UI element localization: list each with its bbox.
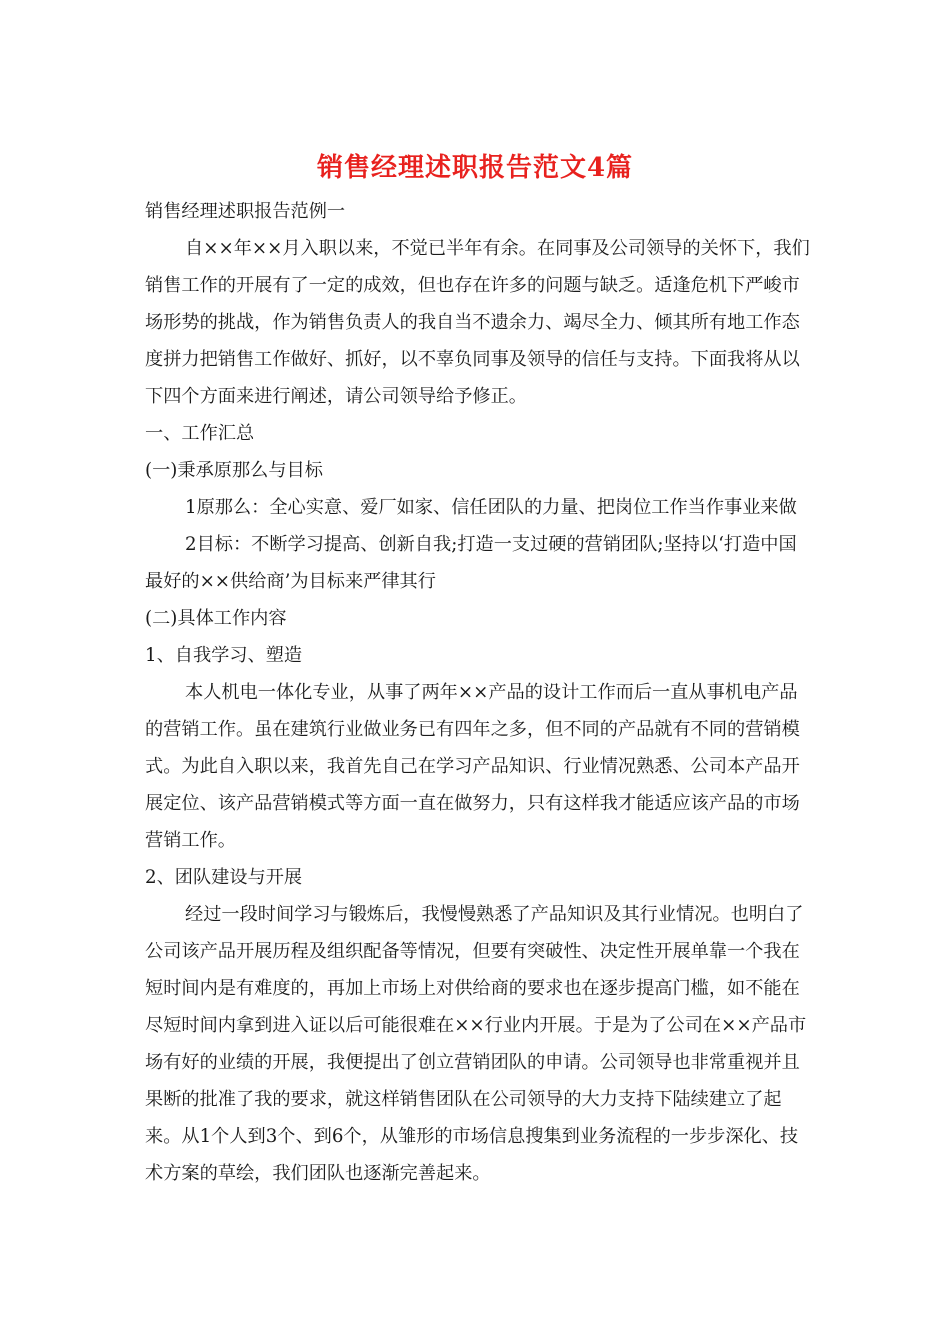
document-title: 销售经理述职报告范文4篇 xyxy=(316,153,634,183)
item-heading: 1、自我学习、塑造 xyxy=(145,645,303,666)
paragraph: 自××年××月入职以来，不觉已半年有余。在同事及公司领导的关怀下，我们销售工作的开展有了一定的成效，但也存在许多的问题与缺乏。适逢危机下严峻市场形势的挑战，作为销售负责人的我自当不遗余力、竭尽全力、倾其所有地工作态度拼力把销售工作做好、抓好，以不辜负同事及领导的信任与支持。下面我将从以下四个方面来进行阐述，请公司领导给予修正。 xyxy=(145,238,810,407)
subsection-heading: (二)具体工作内容 xyxy=(145,608,287,629)
paragraph: 经过一段时间学习与锻炼后，我慢慢熟悉了产品知识及其行业情况。也明白了公司该产品开展历程及组织配备等情况，但要有突破性、决定性开展单靠一个我在短时间内是有难度的，再加上市场上对供给商的要求也在逐步提高门槛，如不能在尽短时间内拿到进入证以后可能很难在××行业内开展。于是为了公司在××产品市场有好的业绩的开展，我便提出了创立营销团队的申请。公司领导也非常重视并且果断的批准了我的要求，就这样销售团队在公司领导的大力支持下陆续建立了起来。从1个人到3个、到6个，从雏形的市场信息搜集到业务流程的一步步深化、技术方案的草绘，我们团队也逐渐完善起来。 xyxy=(145,904,807,1184)
subsection-heading: (一)秉承原那么与目标 xyxy=(145,460,323,481)
paragraph: 本人机电一体化专业，从事了两年××产品的设计工作而后一直从事机电产品的营销工作。虽在建筑行业做业务已有四年之多，但不同的产品就有不同的营销模式。为此自入职以来，我首先自己在学习产品知识、行业情况熟悉、公司本产品开展定位、该产品营销模式等方面一直在做努力，只有这样我才能适应该产品的市场营销工作。 xyxy=(145,682,800,851)
section-heading: 一、工作汇总 xyxy=(145,423,255,444)
document-subtitle: 销售经理述职报告范例一 xyxy=(145,201,346,222)
item-heading: 2、团队建设与开展 xyxy=(145,867,303,888)
document-body xyxy=(145,193,810,1192)
paragraph: 2目标：不断学习提高、创新自我;打造一支过硬的营销团队;坚持以‘打造中国最好的××供给商’为目标来严律其行 xyxy=(145,534,797,592)
paragraph: 1原那么：全心实意、爱厂如家、信任团队的力量、把岗位工作当作事业来做 xyxy=(185,497,797,518)
